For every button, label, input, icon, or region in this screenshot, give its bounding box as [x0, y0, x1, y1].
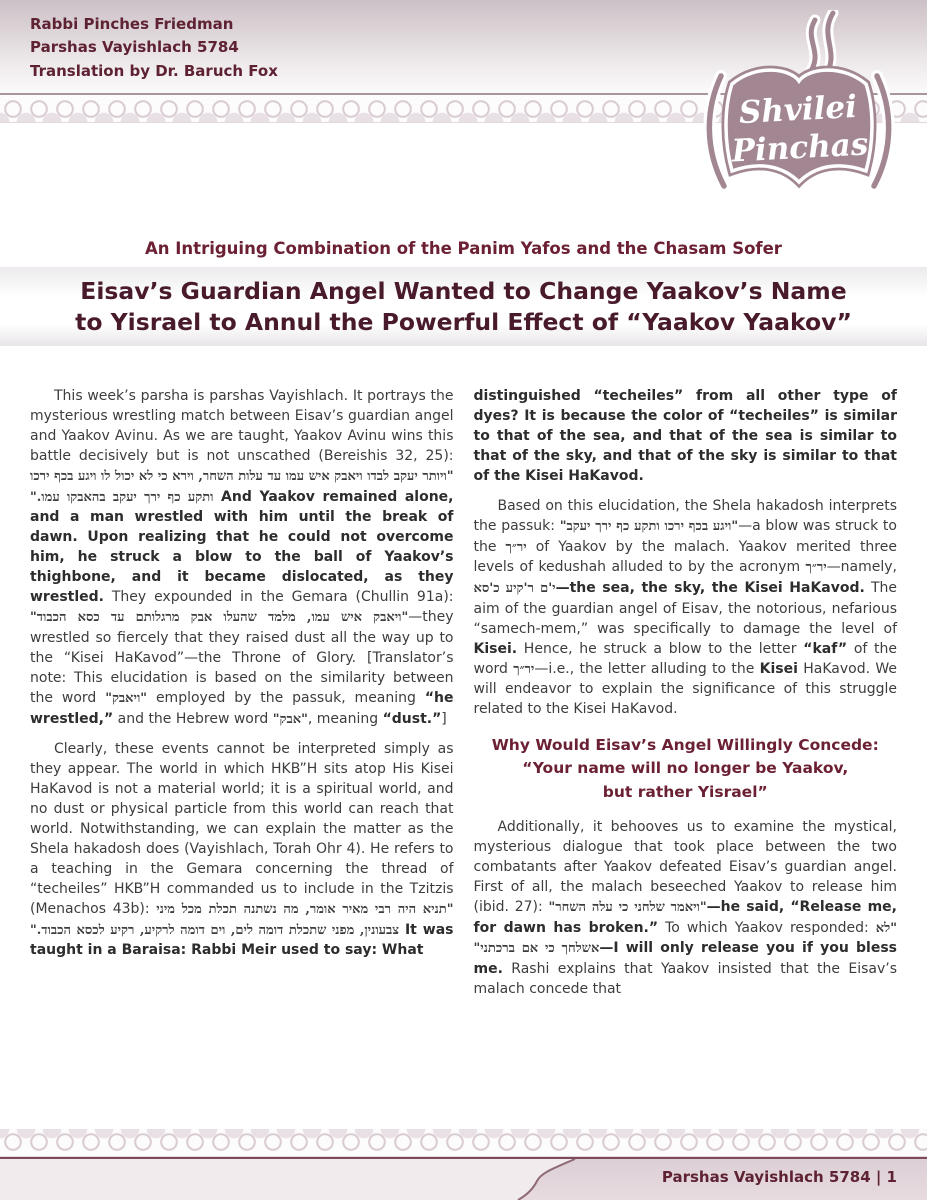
- section-heading: [474, 734, 898, 804]
- footer-page-label: Parshas Vayishlach 5784 | 1: [661, 1168, 897, 1186]
- paragraph-2: Clearly, these events cannot be interpreted simply as they appear. The world in which HKB”H sits atop His Kisei HaKavod is not a material world; it is a spiritual world, and no dust or physical particle from this world can reach that world. Notwithstanding, we can explain the matter as the Shela hakadosh does (Vayishlach, Torah Ohr 4). He refers to a teaching in the Gemara concerning the thread of “techeiles” HKB”H commanded us to include in the Tzitzis (Menachos 43b): "תניא היה רבי מאיר אומר, מה נשתנה תכלת מכל מיני צבעונין, מפני שתכלת דומה לים, וים דומה לרקיע, רקיע לכסא הכבוד." It was taught in a Baraisa: Rabbi Meir used to say: What: [30, 741, 454, 959]
- shvilei-pinchas-logo: [699, 10, 899, 215]
- article-title: Eisav’s Guardian Angel Wanted to Change Yaakov’s Name to Yisrael to Annul the Powerful Effect of “Yaakov Yaakov”: [0, 267, 927, 346]
- footer-swoosh-icon: [0, 1159, 640, 1200]
- title-block: [0, 239, 927, 346]
- left-column: [30, 386, 454, 1009]
- logo-line1: Shvilei: [738, 88, 858, 132]
- header-parsha-line: Parshas Vayishlach 5784: [30, 38, 239, 57]
- logo-line2: Pinchas: [730, 126, 870, 170]
- article-subtitle: An Intriguing Combination of the Panim Yafos and the Chasam Sofer: [145, 239, 782, 258]
- page-footer: [0, 1129, 927, 1200]
- section-heading-line1: Why Would Eisav’s Angel Willingly Concede:: [491, 736, 879, 755]
- bottom-lace-border: [0, 1129, 927, 1157]
- footer-band: [0, 1157, 927, 1200]
- header-author-line: Rabbi Pinches Friedman: [30, 15, 234, 33]
- paragraph-5: Additionally, it behooves us to examine the mystical, mysterious dialogue that took place between the two combatants after Yaakov defeated Eisav’s guardian angel. First of all, the malach beseeched Yaakov to release him (ibid. 27): "ויאמר שלחני כי עלה השחר"—he said, “Release me, for dawn has broken.” To which Yaakov responded: "לא אשלחך כי אם ברכתני"—I will only release you if you bless me. Rashi explains that Yaakov insisted that the Eisav’s malach concede that: [473, 818, 897, 997]
- article-body: [0, 386, 927, 1009]
- header-translation-line: Translation by Dr. Baruch Fox: [30, 61, 278, 80]
- section-heading-line2: “Your name will no longer be Yaakov,: [522, 759, 849, 778]
- section-heading-line3: but rather Yisrael”: [602, 782, 768, 801]
- paragraph-4: Based on this elucidation, the Shela hakadosh interprets the passuk: "ויגע בכף ירכו ותקע כף ירך יעקב"—a blow was struck to the יר״ך of Yaakov by the malach. Yaakov merited three levels of kedushah alluded to by the acronym יר״ך—namely, י'ם ר'קיע כ'סא—the sea, the sky, the Kisei HaKavod. The aim of the guardian angel of Eisav, the notorious, nefarious “samech-mem,” was specifically to damage the level of Kisei. Hence, he struck a blow to the letter “kaf” of the word יר״ך—i.e., the letter alluding to the Kisei HaKavod. We will endeavor to explain the significance of this struggle related to the Kisei HaKavod.: [473, 498, 898, 718]
- right-column: [474, 386, 898, 1009]
- paragraph-1: This week’s parsha is parshas Vayishlach. It portrays the mysterious wrestling match between Eisav’s guardian angel and Yaakov Avinu. As we are taught, Yaakov Avinu wins this battle decisively but is not unscathed (Bereishis 32, 25): "ויותר יעקב לבדו ויאבק איש עמו עד עלות השחר, וירא כי לא יכול לו ויגע בכף ירכו ותקע כף ירך יעקב בהאבקו עמו." And Yaakov remained alone, and a man wrestled with him until the break of dawn. Upon realizing that he could not overcome him, he struck a blow to the ball of Yaakov’s thighbone, and it became dislocated, as they wrestled. They expounded in the Gemara (Chullin 91a): "ויאבק איש עמו, מלמד שהעלו אבק מרגלותם עד כסא הכבוד"—they wrestled so fiercely that they raised dust all the way up to the “Kisei HaKavod”—the Throne of Glory. [Translator’s note: This elucidation is based on the similarity between the word "ויאבק" employed by the passuk, meaning “he wrestled,” and the Hebrew word "אבק", meaning “dust.”]: [30, 388, 454, 727]
- paragraph-3: distinguished “techeiles” from all other type of dyes? It is because the color of “techeiles” is similar to that of the sea, and that of the sea is similar to that of the sky, and that of the sky is similar to that of the Kisei HaKavod.: [473, 388, 897, 485]
